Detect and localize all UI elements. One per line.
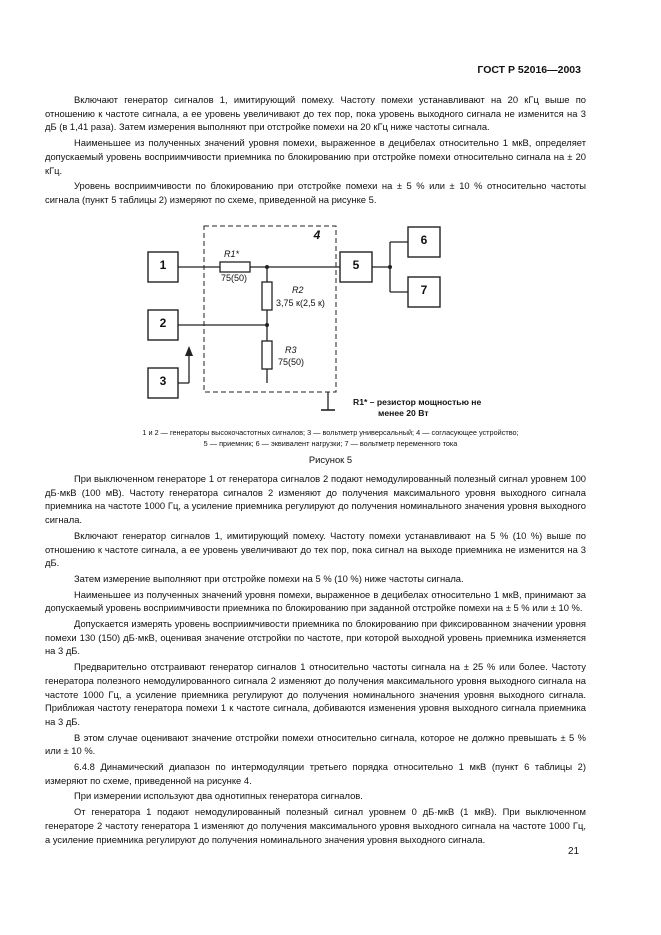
paragraph: В этом случае оценивают значение отстройки помехи относительно сигнала, которое не должно превышать ± 5 % или ± 10 %. [45,731,586,757]
box-4-label: 4 [313,228,321,242]
paragraph: 6.4.8 Динамический диапазон по интермодуляции третьего порядка относительно 1 мкВ (пункт 6 таблицы 2) измеряют по схеме, приведенной на рисунке 4. [45,761,586,786]
paragraph: При измерении используют два однотипных генератора сигналов. [74,790,363,802]
box-3-label: 3 [159,374,167,388]
box-2-label: 2 [159,316,167,330]
box-7-label: 7 [420,283,428,297]
paragraph: Наименьшее из полученных значений уровня помехи, выраженное в децибелах относительно 1 мкВ, принимают за допускаемый уровень восприимчивости приемника по блокированию при заданной отстройке помехи на ± 5 % или ± 10 %. [45,588,586,614]
paragraph: Включают генератор сигналов 1, имитирующий помеху. Частоту помехи устанавливают на 5 % (10 %) выше по отношению к частоте сигнала, а ее уровень увеличивают до тех пор, пока сигнал на выходе приемника не изменится на 3 дБ. [45,529,586,569]
r1-note-line1: R1* – резистор мощностью не [353,397,482,407]
standard-header: ГОСТ Р 52016—2003 [477,64,581,76]
r3-value: 75(50) [278,357,305,367]
resistor-r1 [220,262,250,272]
paragraph: Затем измерение выполняют при отстройке помехи на 5 % (10 %) ниже частоты сигнала. [74,572,464,584]
resistor-r3 [262,341,272,369]
paragraph: При выключенном генераторе 1 от генератора сигналов 2 подают немодулированный полезный сигнал уровнем 100 дБ·мкВ (100 мВ). Частоту генератора сигналов 2 изменяют до получения максимального уровня выходного сигнала приемника на частоте 1000 Гц, а усиление приемника регулируют до получения номинального значения уровня выходного сигнала. [45,473,586,526]
paragraph: От генератора 1 подают немодулированный полезный сигнал уровнем 0 дБ·мкВ (1 мкВ). При выключенном генераторе 2 частоту генератора 1 изменяют до получения максимального уровня выходного сигнала на частоте 1000 Гц, а усиление приемника регулируют до получения номинального значения уровня выходного сигнала. [45,806,586,845]
r1-value: 75(50) [221,273,248,283]
paragraph: Наименьшее из полученных значений уровня помехи, выраженное в децибелах относительно 1 мкВ, определяет допускаемый уровень восприимчивости приемника по блокированию при отстройке помехи относительно сигнала на ± 20 кГц. [45,137,586,176]
paragraph: Включают генератор сигналов 1, имитирующий помеху. Частоту помехи устанавливают на 20 кГц выше по отношению к частоте сигнала, а ее уровень увеличивают до тех пор, пока уровень выходного сигнала не изменится на 3 дБ (в 1,41 раза). Затем измерения выполняют при отстройке помехи на 20 кГц ниже частоты сигнала. [45,94,586,133]
page-number: 21 [568,846,580,857]
r1-name: R1* [224,249,240,259]
arrow-up [185,346,193,356]
r3-name: R3 [285,345,297,355]
r1-note-line2: менее 20 Вт [378,408,429,418]
figure-legend [45,427,616,449]
figure-title: Рисунок 5 [308,454,353,465]
r2-name: R2 [292,285,304,295]
box-5-label: 5 [352,258,360,272]
resistor-r2 [262,282,272,310]
box-1-label: 1 [159,258,167,272]
circuit-lines [120,218,570,458]
box-6-label: 6 [420,233,428,247]
text-block-top [45,93,586,209]
legend-line: 1 и 2 — генераторы высокочастотных сигналов; 3 — вольтметр универсальный; 4 — согласующее устройство; [142,428,519,437]
r2-value: 3,75 к(2,5 к) [276,298,325,308]
paragraph: Предварительно отстраивают генератор сигналов 1 относительно частоты сигнала на ± 25 % или более. Частоту генератора полезного немодулированного сигнала 2 изменяют до получения максимального уровня выходного сигнала на частоте 1000 Гц, а усиление приемника регулируют до получения номинального значения уровня выходного сигнала. Приближая частоту генератора помехи 1 к частоте сигнала, добиваются изменения уровня выходного сигнала приемника на 3 дБ. [45,661,586,727]
text-block-bottom [45,472,586,848]
legend-line: 5 — приемник; 6 — эквивалент нагрузки; 7 — вольтметр переменного тока [203,439,458,448]
circuit-diagram [120,218,570,458]
paragraph: Допускается измерять уровень восприимчивости приемника по блокированию при фиксированном значении уровня помехи 130 (150) дБ·мкВ, оценивая значение отстройки по частоте, при которой выходной уровень приемника изменяется на 3 дБ. [45,618,586,657]
paragraph: Уровень восприимчивости по блокированию при отстройке помехи на ± 5 % или ± 10 % относительно частоты сигнала (пункт 5 таблицы 2) измеряют по схеме, приведенной на рисунке 5. [45,180,586,205]
